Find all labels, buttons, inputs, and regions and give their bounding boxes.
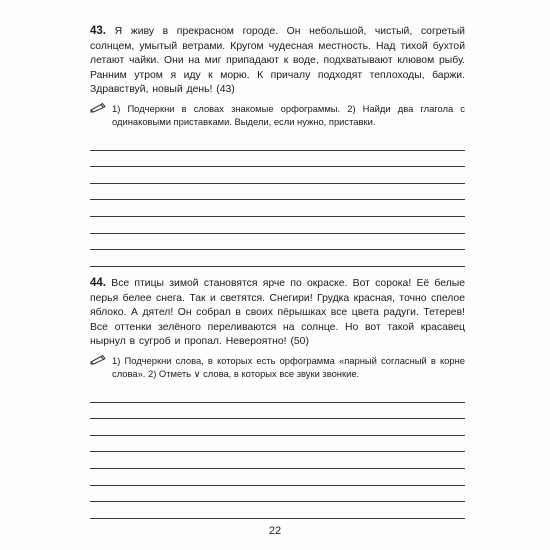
writing-line[interactable] (90, 200, 465, 217)
writing-lines (90, 386, 465, 519)
exercise-text (90, 24, 465, 98)
writing-line[interactable] (90, 486, 465, 503)
page-number: 22 (268, 525, 282, 537)
writing-line[interactable] (90, 184, 465, 201)
exercise-44 (90, 276, 465, 519)
exercise-text (90, 276, 465, 350)
writing-line[interactable] (90, 134, 465, 151)
task-instructions (90, 354, 465, 380)
writing-line[interactable] (90, 403, 465, 420)
exercise-body: Я живу в прекрасном городе. Он небольшой, чистый, согретый солнцем, умытый ветрами. Кругом чудесная местность. Над тихой бухтой летают чайки. Они на миг припадают к воде, подхватывают клювом рыбу. Ранним утром я иду к морю. К причалу подходят теплоходы, баржи. Здравствуй, новый день! (43) (90, 26, 465, 96)
writing-line[interactable] (90, 452, 465, 469)
writing-line[interactable] (90, 217, 465, 234)
exercise-number: 43. (90, 25, 106, 37)
writing-line[interactable] (90, 250, 465, 267)
exercise-body: Все птицы зимой становятся ярче по окраске. Вот сорока! Её белые перья белее снега. Так и светятся. Снегири! Грудка красная, точно спелое яблоко. А дятел! Он собрал в своих пёрышках все цвета радуги. Тетерев! Все оттенки зелёного переливаются на солнце. Но вот такой красавец нырнул в сугроб и пропал. Невероятно! (50) (90, 278, 466, 348)
writing-line[interactable] (90, 151, 465, 168)
exercise-number: 44. (90, 277, 106, 289)
writing-line[interactable] (90, 419, 465, 436)
pencil-icon (90, 354, 106, 365)
writing-line[interactable] (90, 234, 465, 251)
task-text: 1) Подчеркни в словах знакомые орфограммы. 2) Найди два глагола с одинаковыми приставками. Выдели, если нужно, приставки. (112, 102, 465, 127)
task-text: 1) Подчеркни слова, в которых есть орфограмма «парный согласный в корне слова». 2) Отметь ∨ слова, в которых все звуки звонкие. (112, 354, 465, 379)
pencil-icon (90, 102, 106, 113)
writing-line[interactable] (90, 469, 465, 486)
task-instructions (90, 102, 465, 128)
writing-line[interactable] (90, 436, 465, 453)
writing-lines (90, 134, 465, 267)
writing-line[interactable] (90, 167, 465, 184)
writing-line[interactable] (90, 386, 465, 403)
writing-line[interactable] (90, 502, 465, 519)
exercise-43 (90, 24, 465, 267)
